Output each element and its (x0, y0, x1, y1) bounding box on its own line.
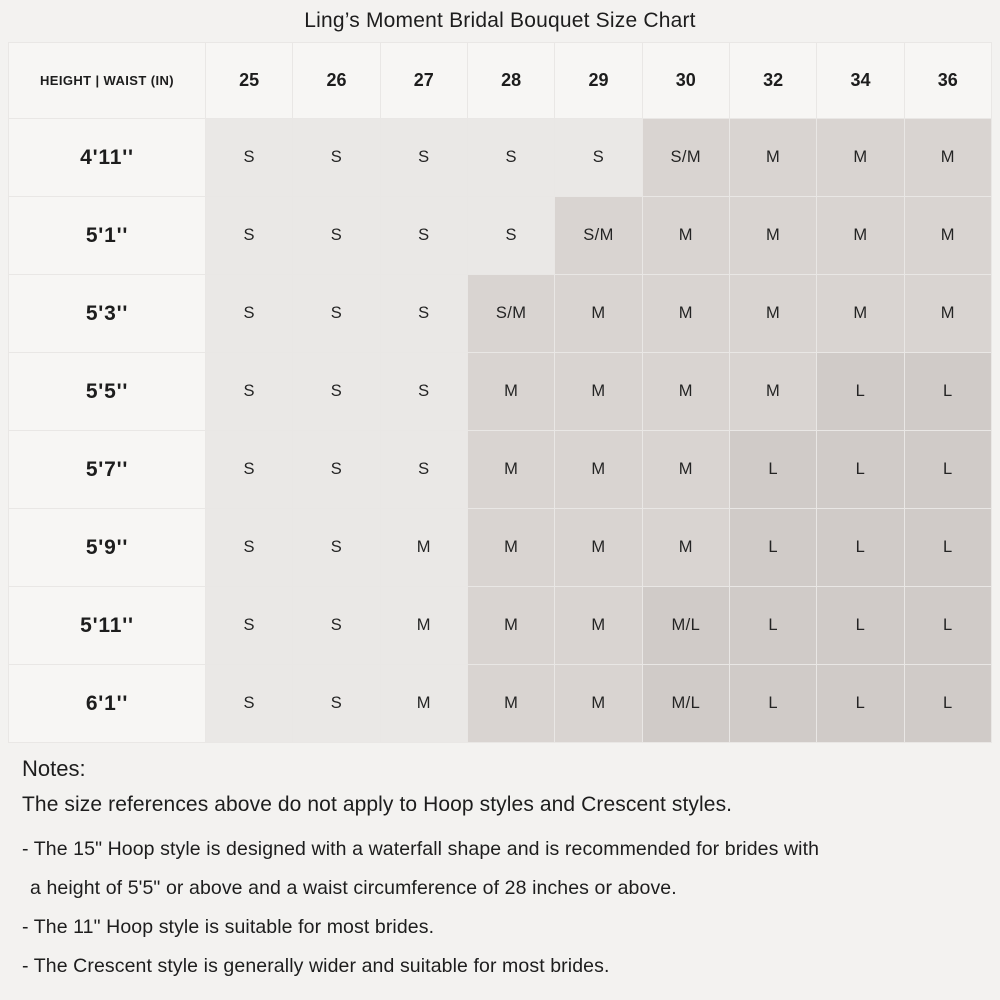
row-header: 5'7'' (9, 431, 206, 509)
row-header: 5'5'' (9, 353, 206, 431)
col-header-36: 36 (904, 43, 991, 119)
size-cell: S (293, 197, 380, 275)
row-header: 4'11'' (9, 119, 206, 197)
col-header-28: 28 (467, 43, 554, 119)
size-cell: M (380, 665, 467, 743)
size-cell: M (555, 275, 642, 353)
notes-bullet (22, 830, 980, 908)
size-cell: S (206, 197, 293, 275)
size-cell: M (904, 197, 991, 275)
notes-bullet-line: - The 15" Hoop style is designed with a waterfall shape and is recommended for brides with (22, 838, 820, 860)
size-cell: L (904, 665, 991, 743)
size-cell: S (206, 431, 293, 509)
size-cell: S (206, 665, 293, 743)
notes-bullet (22, 947, 980, 986)
row-header: 5'11'' (9, 587, 206, 665)
size-cell: S (206, 587, 293, 665)
notes-bullets (22, 830, 980, 986)
table-row (9, 431, 992, 509)
size-cell: M (904, 275, 991, 353)
size-cell: S (293, 275, 380, 353)
size-cell: M (817, 119, 904, 197)
col-header-26: 26 (293, 43, 380, 119)
notes-bullet-line: a height of 5'5" or above and a waist circumference of 28 inches or above. (30, 877, 677, 899)
size-cell: M (729, 197, 816, 275)
notes-heading: Notes: (22, 756, 86, 781)
size-cell: M/L (642, 587, 729, 665)
size-cell: M (467, 431, 554, 509)
size-cell: L (817, 665, 904, 743)
table-row (9, 665, 992, 743)
size-cell: S (467, 119, 554, 197)
size-cell: L (817, 353, 904, 431)
size-cell: L (904, 587, 991, 665)
size-cell: S (380, 431, 467, 509)
size-cell: M (555, 353, 642, 431)
size-cell: M (467, 665, 554, 743)
size-cell: S (293, 665, 380, 743)
size-cell: M (817, 197, 904, 275)
size-cell: S (206, 509, 293, 587)
size-cell: S (555, 119, 642, 197)
notes-bullet (22, 908, 980, 947)
size-chart-table (8, 42, 992, 743)
size-cell: L (729, 665, 816, 743)
size-cell: S (380, 275, 467, 353)
size-cell: L (817, 587, 904, 665)
size-cell: M (380, 587, 467, 665)
size-cell: M (555, 431, 642, 509)
size-cell: S (380, 353, 467, 431)
size-cell: M/L (642, 665, 729, 743)
col-header-27: 27 (380, 43, 467, 119)
notes-section (0, 743, 1000, 986)
size-cell: M (642, 197, 729, 275)
page-title: Ling’s Moment Bridal Bouquet Size Chart (304, 9, 696, 32)
size-cell: M (467, 509, 554, 587)
size-cell: L (729, 587, 816, 665)
table-row (9, 275, 992, 353)
row-header: 5'9'' (9, 509, 206, 587)
size-cell: M (642, 431, 729, 509)
table-row (9, 587, 992, 665)
col-header-29: 29 (555, 43, 642, 119)
col-header-32: 32 (729, 43, 816, 119)
size-cell: L (817, 509, 904, 587)
row-header: 6'1'' (9, 665, 206, 743)
size-cell: S (293, 587, 380, 665)
size-cell: M (555, 665, 642, 743)
size-cell: M (729, 275, 816, 353)
row-header: 5'3'' (9, 275, 206, 353)
size-cell: S (380, 119, 467, 197)
size-cell: L (817, 431, 904, 509)
size-cell: L (904, 353, 991, 431)
table-row (9, 197, 992, 275)
header-row (9, 43, 992, 119)
size-cell: M (467, 587, 554, 665)
col-header-25: 25 (206, 43, 293, 119)
size-cell: M (642, 353, 729, 431)
table-row (9, 119, 992, 197)
size-cell: M (729, 119, 816, 197)
size-cell: M (642, 509, 729, 587)
col-header-30: 30 (642, 43, 729, 119)
size-cell: S/M (642, 119, 729, 197)
notes-intro: The size references above do not apply to Hoop styles and Crescent styles. (22, 793, 733, 816)
size-cell: S (293, 509, 380, 587)
size-cell: L (904, 509, 991, 587)
size-cell: M (467, 353, 554, 431)
size-cell: M (555, 509, 642, 587)
size-cell: S (293, 353, 380, 431)
size-cell: S (380, 197, 467, 275)
row-header: 5'1'' (9, 197, 206, 275)
size-cell: M (380, 509, 467, 587)
size-cell: M (729, 353, 816, 431)
size-cell: S (206, 353, 293, 431)
size-cell: S (293, 119, 380, 197)
size-cell: S (467, 197, 554, 275)
size-cell: L (729, 431, 816, 509)
col-header-34: 34 (817, 43, 904, 119)
notes-bullet-line: - The 11" Hoop style is suitable for most brides. (22, 916, 435, 938)
corner-header: HEIGHT | WAIST (IN) (9, 43, 206, 119)
size-cell: M (817, 275, 904, 353)
size-cell: S (206, 275, 293, 353)
size-cell: L (729, 509, 816, 587)
size-cell: S/M (555, 197, 642, 275)
size-cell: S/M (467, 275, 554, 353)
size-cell: L (904, 431, 991, 509)
table-row (9, 353, 992, 431)
size-cell: S (293, 431, 380, 509)
notes-bullet-line: - The Crescent style is generally wider and suitable for most brides. (22, 955, 610, 977)
size-cell: M (904, 119, 991, 197)
size-cell: M (555, 587, 642, 665)
size-cell: M (642, 275, 729, 353)
size-cell: S (206, 119, 293, 197)
table-row (9, 509, 992, 587)
